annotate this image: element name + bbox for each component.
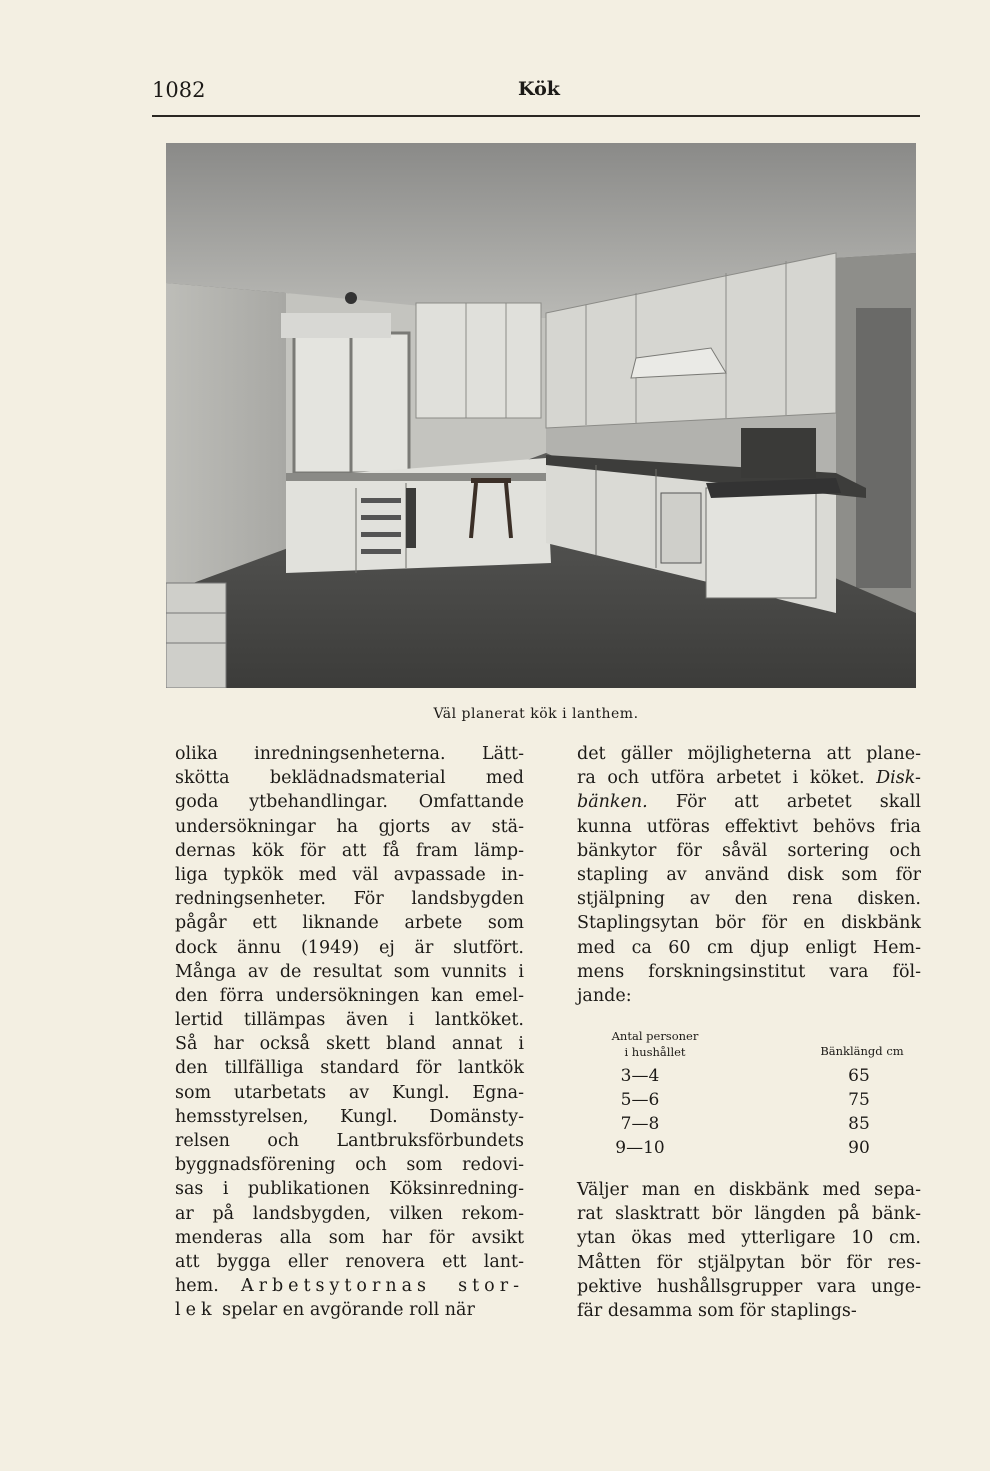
- header-rule: [152, 115, 920, 117]
- persons-cell: 9—10: [615, 1138, 665, 1158]
- line-end: För att arbetet skall: [675, 792, 921, 813]
- text-line: kunna utföras effektivt behövs fria: [577, 816, 921, 837]
- persons-cell: 5—6: [620, 1090, 660, 1110]
- length-cell: 90: [848, 1138, 870, 1158]
- right-column-bottom: [577, 1178, 921, 1323]
- line-end: spelar en avgörande roll när: [222, 1300, 475, 1321]
- text-line: relsen och Lantbruksförbundets: [175, 1131, 524, 1151]
- text-line: ytan ökas med ytterligare 10 cm.: [577, 1228, 921, 1249]
- table-row: [590, 1114, 920, 1138]
- text-line: hemsstyrelsen, Kungl. Domänsty-: [175, 1106, 524, 1127]
- text-line: menderas alla som har för avsikt: [175, 1227, 524, 1248]
- page-number: 1082: [152, 78, 206, 102]
- italic-term: Disk-: [876, 768, 921, 789]
- text-line: goda ytbehandlingar. Omfattande: [175, 792, 524, 813]
- line-start: ra och utföra arbetet i köket.: [577, 768, 865, 789]
- left-column: [175, 742, 524, 1323]
- text-line: ar på landsbygden, vilken rekom-: [175, 1203, 524, 1224]
- text-line: olika inredningsenheterna. Lätt-: [175, 744, 524, 764]
- text-line: stjälpning av den rena disken.: [577, 889, 921, 910]
- table-header-persons: [590, 1028, 720, 1060]
- table-row: [590, 1090, 920, 1114]
- persons-cell: 3—4: [620, 1066, 660, 1086]
- page-header: [152, 78, 920, 108]
- text-line: mens forskningsinstitut vara föl-: [577, 961, 921, 982]
- length-cell: 65: [848, 1066, 870, 1086]
- text-line: pektive hushållsgrupper vara unge-: [577, 1276, 921, 1297]
- text-line-spaced: [175, 1298, 524, 1322]
- text-line: dernas kök för att få fram lämp-: [175, 840, 524, 861]
- text-line: Många av de resultat som vunnits i: [175, 961, 524, 982]
- text-line: [577, 766, 921, 790]
- header-line: Antal personer: [611, 1029, 699, 1043]
- text-line-spaced: [175, 1274, 524, 1298]
- running-title: Kök: [518, 78, 560, 100]
- text-line: byggnadsförening och som redovi-: [175, 1155, 524, 1176]
- length-cell: 85: [848, 1114, 870, 1134]
- text-line: Väljer man en diskbänk med sepa-: [577, 1180, 921, 1200]
- text-line: pågår ett liknande arbete som: [175, 913, 524, 934]
- text-line: Så har också skett bland annat i: [175, 1034, 524, 1055]
- figure-caption: Väl planerat kök i lanthem.: [433, 706, 639, 722]
- spaced-term: lek: [175, 1300, 217, 1321]
- persons-cell: 7—8: [620, 1114, 660, 1134]
- text-line: jande:: [577, 985, 632, 1006]
- text-line: undersökningar ha gjorts av stä-: [175, 816, 524, 837]
- kitchen-photo: [166, 143, 916, 688]
- table-row: [590, 1066, 920, 1090]
- italic-term: bänken.: [577, 792, 648, 813]
- text-line: som utarbetats av Kungl. Egna-: [175, 1082, 524, 1103]
- text-line: den förra undersökningen kan emel-: [175, 985, 524, 1006]
- text-line: bänkytor för såväl sortering och: [577, 840, 921, 861]
- text-line: den tillfälliga standard för lantkök: [175, 1058, 524, 1079]
- text-line: med ca 60 cm djup enligt Hem-: [577, 937, 921, 958]
- text-line: skötta beklädnadsmaterial med: [175, 768, 524, 789]
- text-line: Staplingsytan bör för en diskbänk: [577, 913, 921, 934]
- header-line: i hushållet: [624, 1045, 686, 1059]
- length-cell: 75: [848, 1090, 870, 1110]
- text-line: dock ännu (1949) ej är slutfört.: [175, 937, 524, 958]
- table-header-length: Bänklängd cm: [820, 1044, 904, 1058]
- text-line: redningsenheter. För landsbygden: [175, 889, 524, 910]
- text-line: det gäller möjligheterna att plane-: [577, 744, 921, 764]
- text-line: att bygga eller renovera ett lant-: [175, 1251, 524, 1272]
- text-line: fär desamma som för staplings-: [577, 1300, 857, 1321]
- line-start: hem.: [175, 1276, 219, 1297]
- text-line: sas i publikationen Köksinredning-: [175, 1179, 524, 1200]
- text-line: Måtten för stjälpytan bör för res-: [577, 1252, 921, 1273]
- text-line: [577, 790, 921, 814]
- spaced-term: Arbetsytornas stor-: [240, 1276, 524, 1297]
- right-column: [577, 742, 921, 1008]
- table-row: [590, 1138, 920, 1162]
- text-line: lertid tillämpas även i lantköket.: [175, 1010, 524, 1031]
- text-line: rat slasktratt bör längden på bänk-: [577, 1204, 921, 1225]
- text-line: stapling av använd disk som för: [577, 864, 921, 885]
- text-line: liga typkök med väl avpassade in-: [175, 864, 524, 885]
